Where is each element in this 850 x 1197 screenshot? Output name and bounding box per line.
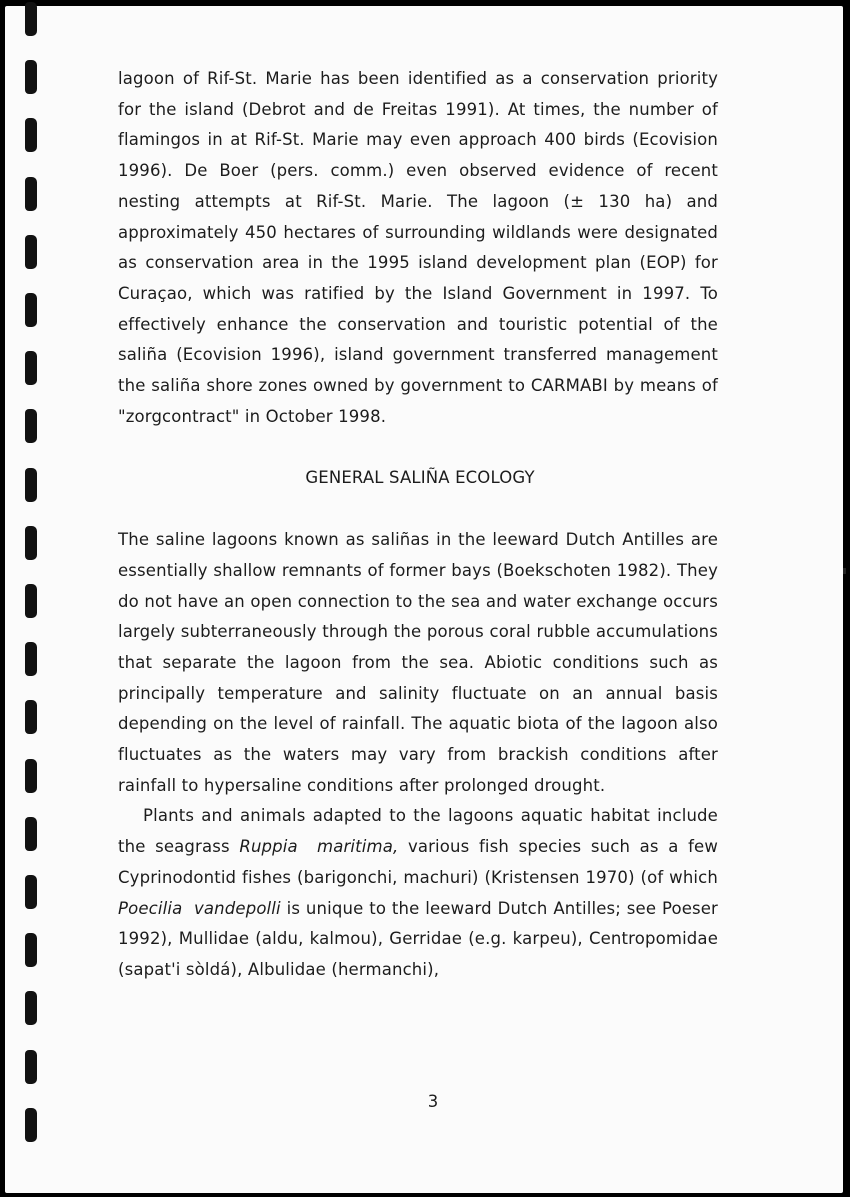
binding-hole bbox=[25, 991, 37, 1025]
text-run: Plants and animals adapted to the lagoons aquatic habitat include the seagrass bbox=[118, 806, 718, 857]
binding-hole bbox=[25, 526, 37, 560]
binding-hole bbox=[25, 933, 37, 967]
italic-term: Poecilia vandepolli bbox=[118, 898, 281, 918]
binding-hole bbox=[25, 235, 37, 269]
binding-hole bbox=[25, 351, 37, 385]
binding-hole bbox=[25, 409, 37, 443]
binding-hole bbox=[25, 60, 37, 94]
text-run: The saline lagoons known as saliñas in the leeward Dutch Antilles are essentially shallow remnants of former bays (Boekschoten 1982). They do not have an open connection to the sea and water exchange occurs largely subterraneously through the porous coral rubble accumulations that separate the lagoon from the sea. Abiotic conditions such as principally temperature and salinity fluctuate on an annual basis depending on the level of rainfall. The aquatic biota of the lagoon also fluctuates as the waters may vary from brackish conditions after rainfall to hypersaline conditions after prolonged drought. bbox=[118, 530, 718, 795]
italic-term: Ruppia maritima, bbox=[239, 837, 399, 857]
paragraph-ecology-1 bbox=[118, 525, 718, 801]
text-run: various fish species such as a few Cyprinodontid fishes (barigonchi, machuri) (Kristensen 1970) (of which bbox=[118, 837, 718, 887]
binding-hole bbox=[25, 118, 37, 152]
binding-hole bbox=[25, 293, 37, 327]
paragraph-continuation bbox=[118, 64, 718, 432]
binding-hole bbox=[25, 2, 37, 36]
section-heading: GENERAL SALIÑA ECOLOGY bbox=[305, 468, 535, 488]
binding-holes bbox=[25, 6, 39, 1193]
binding-hole bbox=[25, 177, 37, 211]
page-number: 3 bbox=[427, 1092, 439, 1111]
scan-speck bbox=[843, 568, 846, 574]
binding-hole bbox=[25, 700, 37, 734]
binding-hole bbox=[25, 817, 37, 851]
paragraph-ecology-2 bbox=[118, 801, 718, 985]
binding-hole bbox=[25, 1050, 37, 1084]
binding-hole bbox=[25, 875, 37, 909]
binding-hole bbox=[25, 468, 37, 502]
binding-hole bbox=[25, 1108, 37, 1142]
binding-hole bbox=[25, 642, 37, 676]
binding-hole bbox=[25, 584, 37, 618]
text-run: lagoon of Rif-St. Marie has been identified as a conservation priority for the island (Debrot and de Freitas 1991). At times, the number of flamingos in at Rif-St. Marie may even approach 400 birds (Ecovision 1996). De Boer (pers. comm.) even observed evidence of recent nesting attempts at Rif-St. Marie. The lagoon (± 130 ha) and approximately 450 hectares of surrounding wildlands were designated as conservation area in the 1995 island development plan (EOP) for Curaçao, which was ratified by the Island Government in 1997. To effectively enhance the conservation and touristic potential of the saliña (Ecovision 1996), island government transferred management the saliña shore zones owned by government to CARMABI by means of "zorgcontract" in October 1998. bbox=[118, 69, 718, 426]
text-run: is unique to the leeward Dutch Antilles; see Poeser 1992), Mullidae (aldu, kalmou), Gerridae (e.g. karpeu), Centropomidae (sapat'i sòldá), Albulidae (hermanchi), bbox=[118, 898, 718, 979]
document-body bbox=[118, 64, 718, 986]
binding-hole bbox=[25, 759, 37, 793]
